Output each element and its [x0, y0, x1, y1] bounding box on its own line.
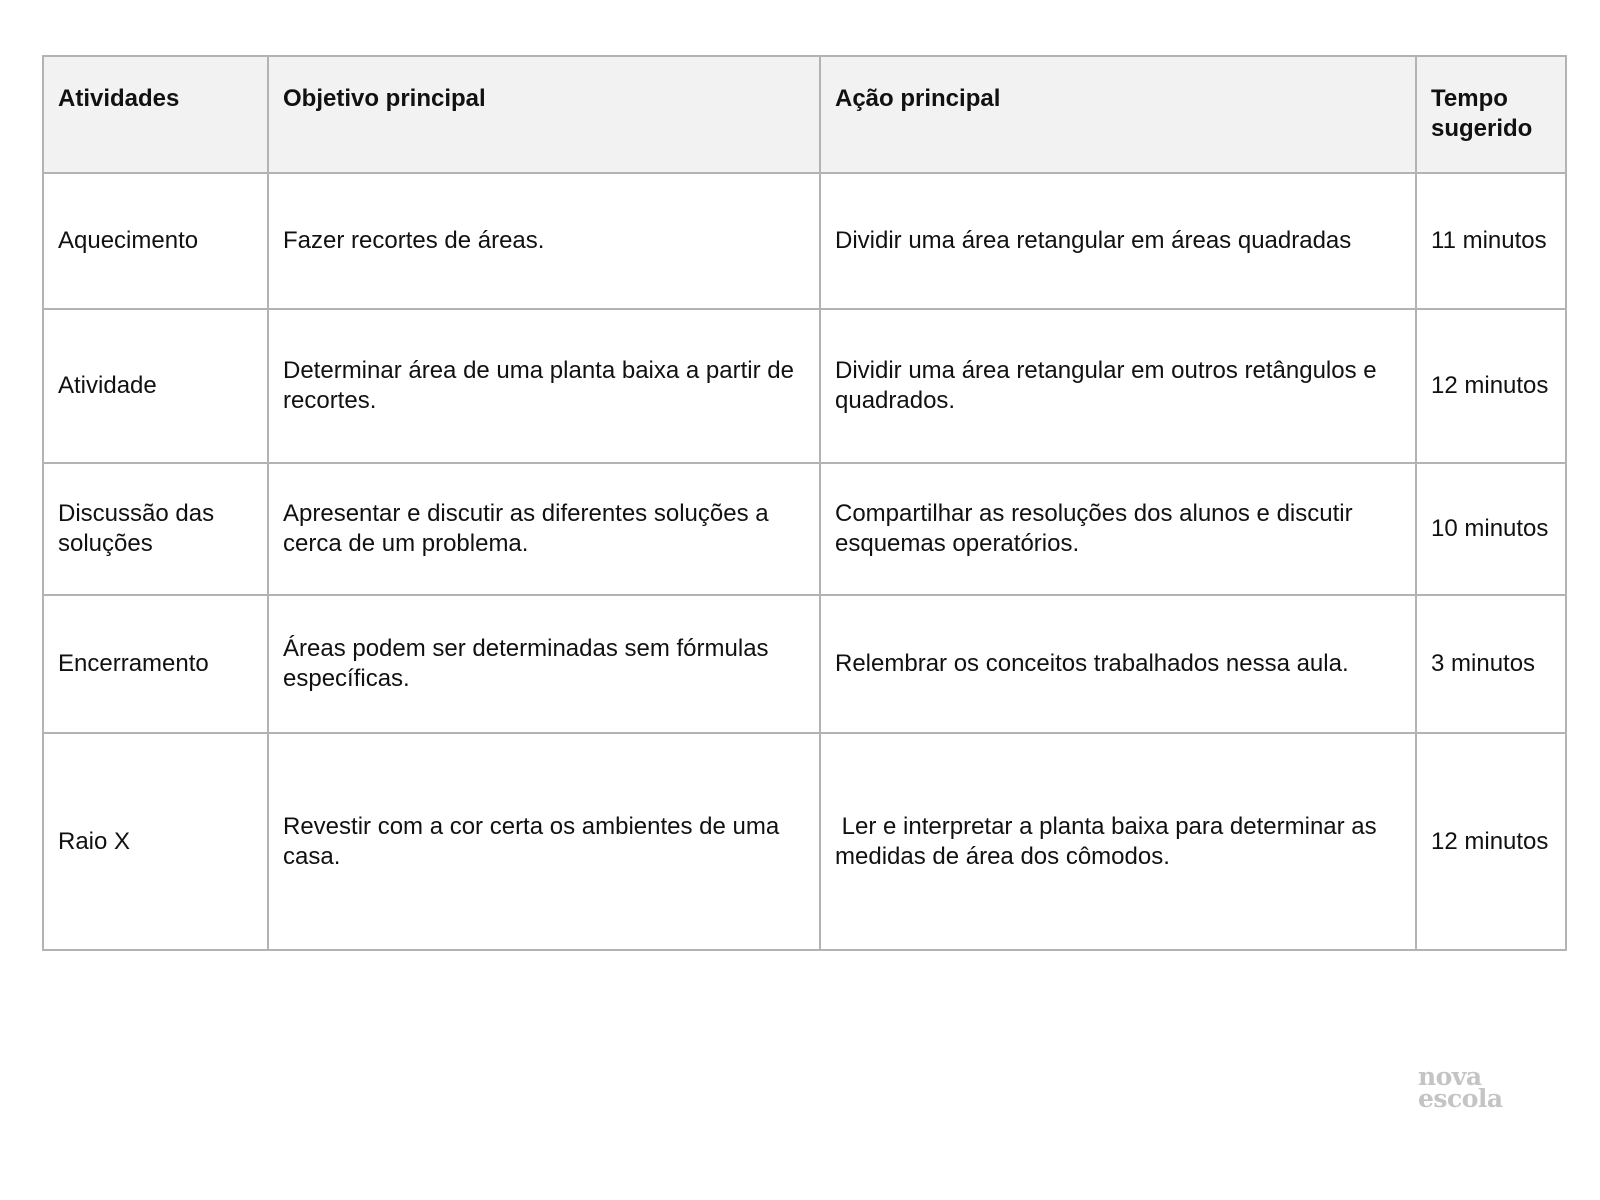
header-tempo: Tempo sugerido	[1416, 56, 1566, 173]
cell-activity: Aquecimento	[43, 173, 268, 309]
cell-activity: Raio X	[43, 733, 268, 950]
cell-activity: Encerramento	[43, 595, 268, 733]
cell-time: 10 minutos	[1416, 463, 1566, 595]
cell-objective: Fazer recortes de áreas.	[268, 173, 820, 309]
table-row	[43, 733, 1566, 950]
table-row	[43, 595, 1566, 733]
logo-line-escola: escola	[1418, 1084, 1503, 1113]
cell-time: 12 minutos	[1416, 733, 1566, 950]
table-row	[43, 463, 1566, 595]
cell-objective: Revestir com a cor certa os ambientes de uma casa.	[268, 733, 820, 950]
lesson-plan-table	[42, 55, 1567, 951]
header-acao: Ação principal	[820, 56, 1416, 173]
cell-time: 11 minutos	[1416, 173, 1566, 309]
table-row	[43, 309, 1566, 463]
cell-objective: Determinar área de uma planta baixa a partir de recortes.	[268, 309, 820, 463]
cell-objective: Áreas podem ser determinadas sem fórmulas específicas.	[268, 595, 820, 733]
logo-line-nova: nova	[1418, 1062, 1482, 1091]
cell-time: 3 minutos	[1416, 595, 1566, 733]
cell-objective: Apresentar e discutir as diferentes soluções a cerca de um problema.	[268, 463, 820, 595]
cell-activity: Atividade	[43, 309, 268, 463]
nova-escola-logo	[1418, 1062, 1503, 1113]
cell-activity: Discussão das soluções	[43, 463, 268, 595]
cell-action: Dividir uma área retangular em outros retângulos e quadrados.	[820, 309, 1416, 463]
cell-time: 12 minutos	[1416, 309, 1566, 463]
table-header-row	[43, 56, 1566, 173]
header-objetivo: Objetivo principal	[268, 56, 820, 173]
cell-action: Relembrar os conceitos trabalhados nessa aula.	[820, 595, 1416, 733]
table-row	[43, 173, 1566, 309]
cell-action: Ler e interpretar a planta baixa para determinar as medidas de área dos cômodos.	[820, 733, 1416, 950]
cell-action: Dividir uma área retangular em áreas quadradas	[820, 173, 1416, 309]
cell-action: Compartilhar as resoluções dos alunos e discutir esquemas operatórios.	[820, 463, 1416, 595]
header-atividades: Atividades	[43, 56, 268, 173]
